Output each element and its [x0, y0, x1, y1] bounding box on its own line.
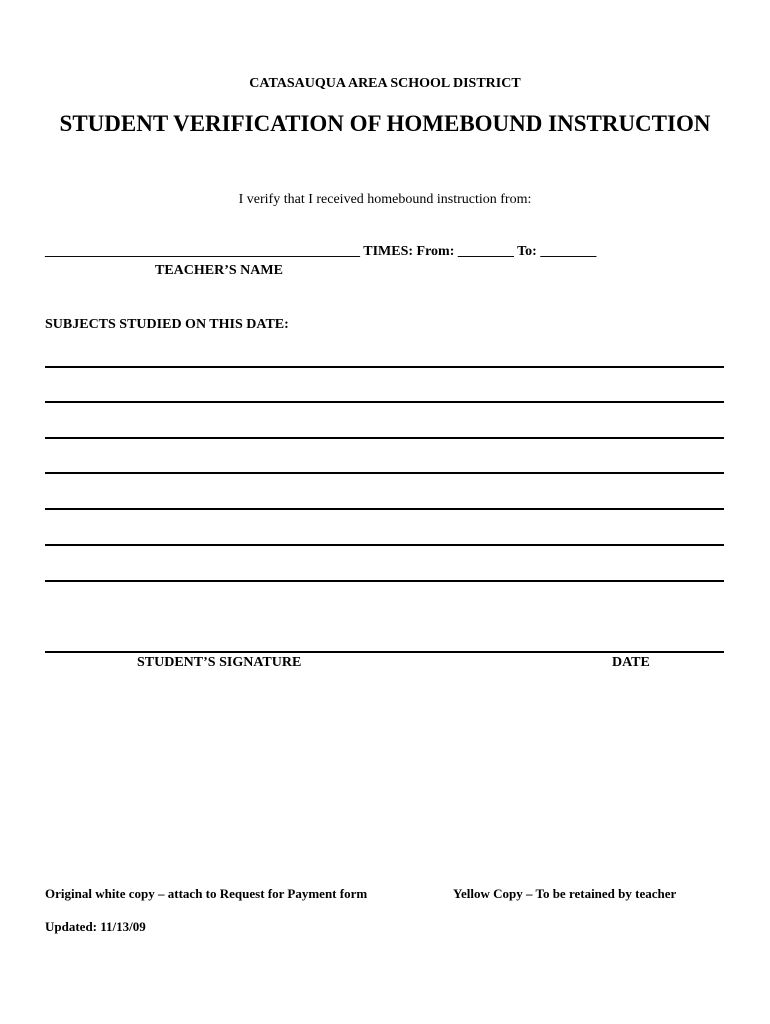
- subjects-line-3: [45, 437, 724, 439]
- subjects-line-1: [45, 366, 724, 368]
- subjects-line-2: [45, 401, 724, 403]
- student-signature-label: STUDENT’S SIGNATURE: [137, 655, 302, 670]
- form-title: STUDENT VERIFICATION OF HOMEBOUND INSTRUCTION: [59, 111, 711, 136]
- original-copy-note: Original white copy – attach to Request for Payment form: [45, 886, 368, 901]
- teacher-times-line: _____________________________________________ TIMES: From: ________ To: ________: [45, 244, 597, 259]
- subjects-line-4: [45, 472, 724, 474]
- date-label: DATE: [612, 655, 650, 670]
- district-name: CATASAUQUA AREA SCHOOL DISTRICT: [249, 76, 521, 91]
- signature-line: [45, 651, 724, 653]
- subjects-line-6: [45, 544, 724, 546]
- yellow-copy-note: Yellow Copy – To be retained by teacher: [453, 886, 677, 901]
- teacher-name-caption: TEACHER’S NAME: [155, 263, 283, 278]
- updated-date: Updated: 11/13/09: [45, 919, 146, 934]
- subjects-line-5: [45, 508, 724, 510]
- subjects-label: SUBJECTS STUDIED ON THIS DATE:: [45, 317, 289, 332]
- subjects-line-7: [45, 580, 724, 582]
- verify-statement: I verify that I received homebound instruction from:: [238, 192, 532, 207]
